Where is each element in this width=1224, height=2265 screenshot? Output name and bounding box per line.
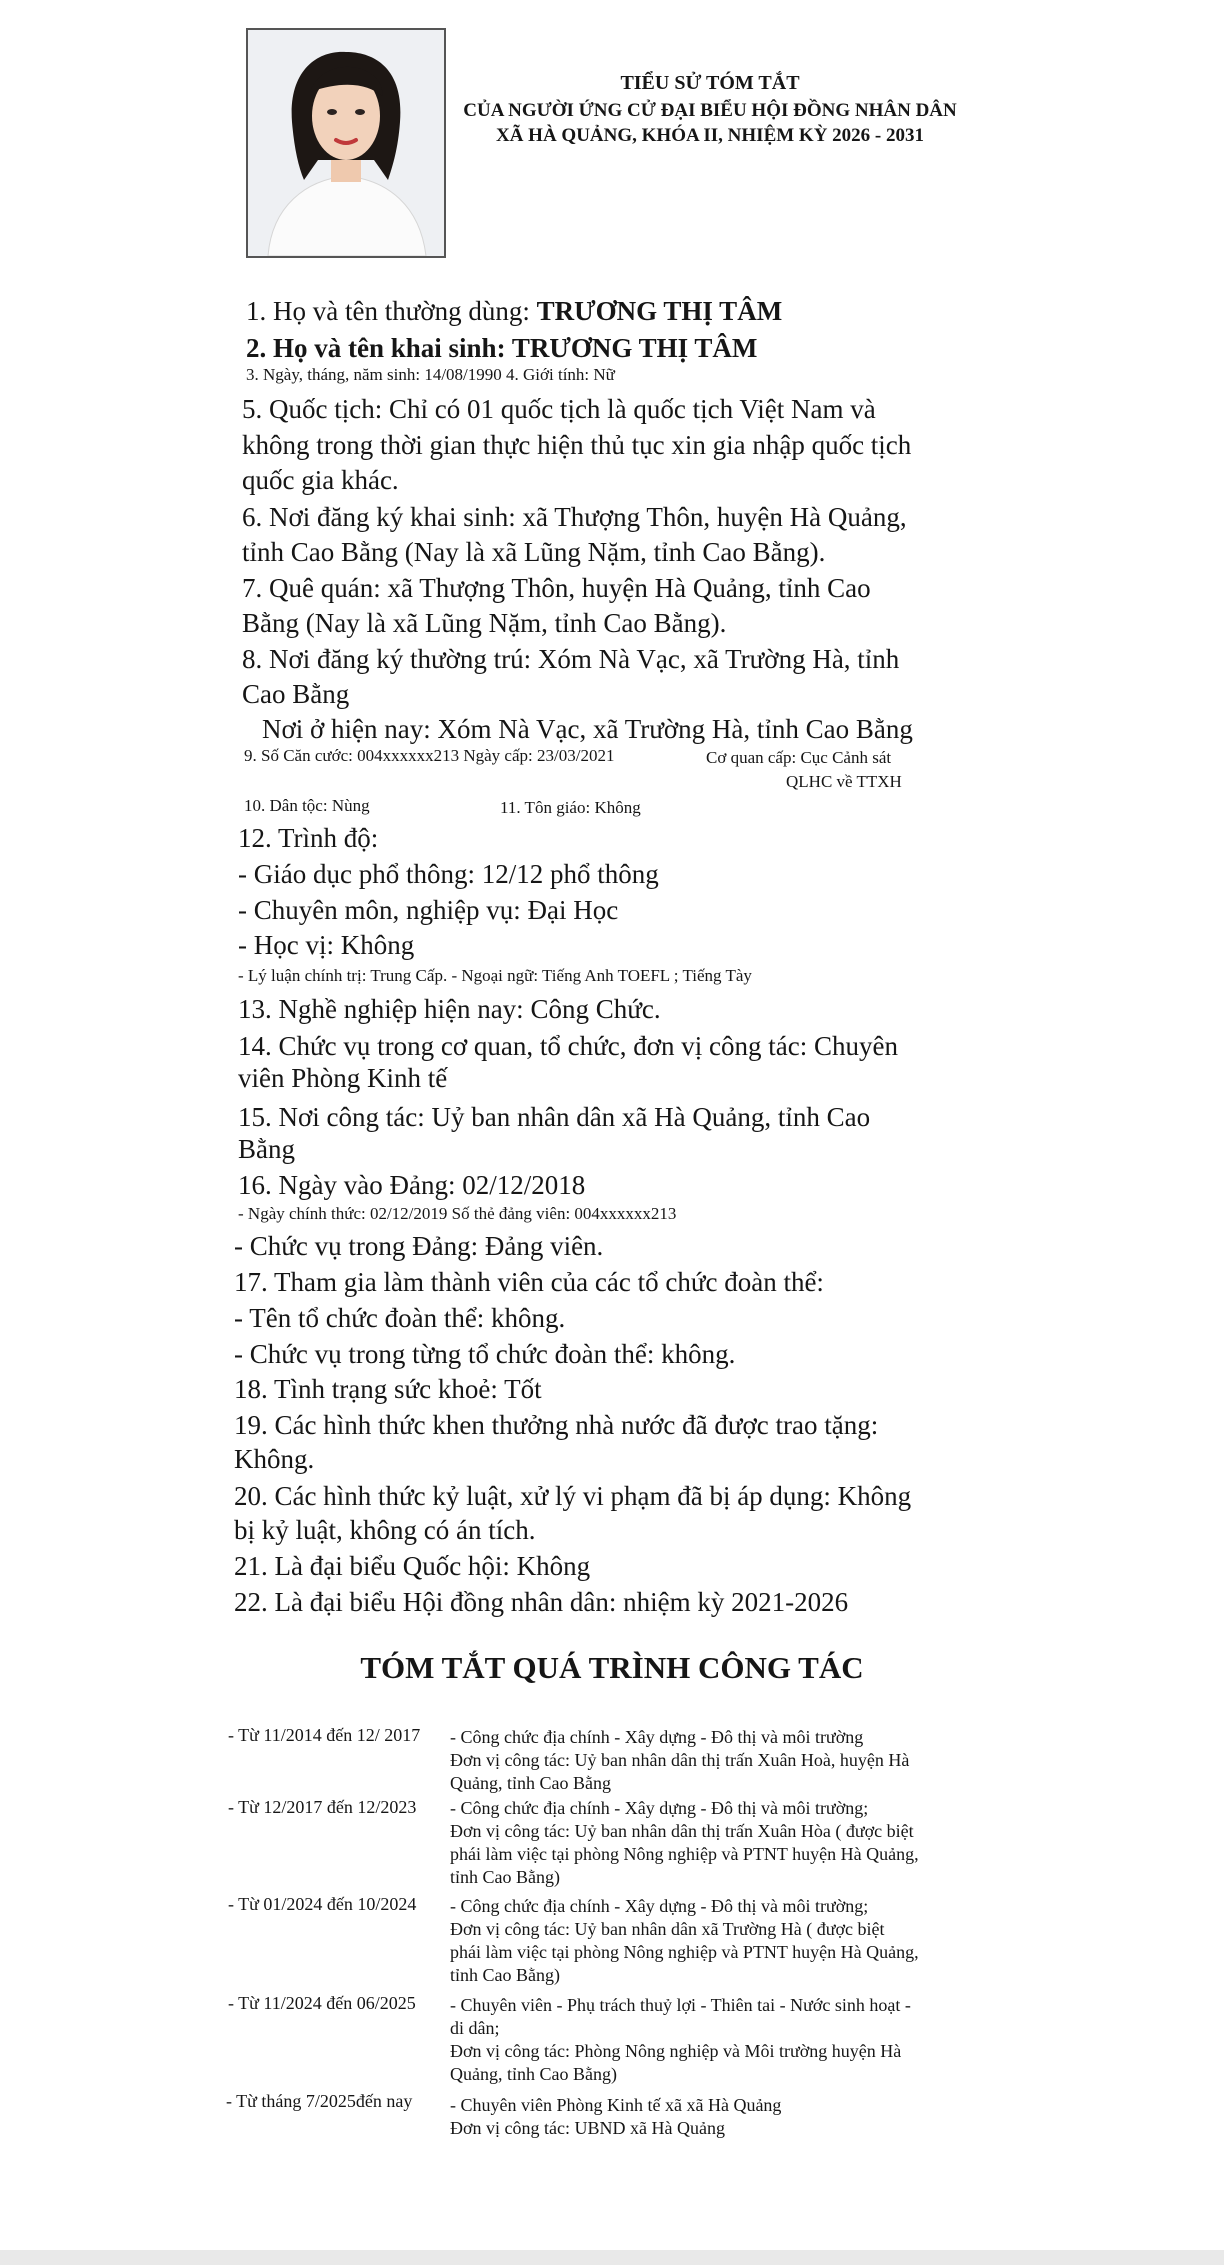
item-7-hometown-l2: Bằng (Nay là xã Lũng Nặm, tỉnh Cao Bằng). (242, 608, 727, 638)
item-3-birth-date-gender: 3. Ngày, tháng, năm sinh: 14/08/1990 4. Giới tính: Nữ (246, 365, 615, 384)
page-bottom-edge (0, 2250, 1224, 2265)
item-8-residence-l1: 8. Nơi đăng ký thường trú: Xóm Nà Vạc, xã Trường Hà, tỉnh (242, 644, 900, 674)
item-12-education: 12. Trình độ: (238, 823, 379, 853)
work-entry-2-line: tỉnh Cao Bằng) (450, 1867, 560, 1887)
item-8-residence-l2: Cao Bằng (242, 679, 350, 709)
work-entry-2-line: - Công chức địa chính - Xây dựng - Đô thị và môi trường; (450, 1798, 869, 1818)
item-2-value: TRƯƠNG THỊ TÂM (511, 333, 758, 363)
item-10-ethnicity: 10. Dân tộc: Nùng (244, 796, 370, 815)
item-22-peoples-council: 22. Là đại biểu Hội đồng nhân dân: nhiệm kỳ 2021-2026 (234, 1587, 849, 1617)
work-entry-4-line: di dân; (450, 2018, 500, 2038)
item-13-occupation: 13. Nghề nghiệp hiện nay: Công Chức. (238, 994, 661, 1024)
work-entry-3-line: Đơn vị công tác: Uỷ ban nhân dân xã Trường Hà ( được biệt (450, 1919, 885, 1939)
item-6-birth-registration-l2: tỉnh Cao Bằng (Nay là xã Lũng Nặm, tỉnh Cao Bằng). (242, 537, 826, 567)
item-9-issuing-agency-l1: Cơ quan cấp: Cục Cảnh sát (706, 748, 892, 767)
document-subtitle-2: XÃ HÀ QUẢNG, KHÓA II, NHIỆM KỲ 2026 - 2031 (495, 125, 925, 146)
work-entry-3-line: - Công chức địa chính - Xây dựng - Đô thị và môi trường; (450, 1896, 869, 1916)
work-entry-5-line: - Chuyên viên Phòng Kinh tế xã xã Hà Quảng (450, 2095, 782, 2115)
item-20-discipline-l1: 20. Các hình thức kỷ luật, xử lý vi phạm đã bị áp dụng: Không (234, 1481, 912, 1511)
item-6-birth-registration-l1: 6. Nơi đăng ký khai sinh: xã Thượng Thôn, huyện Hà Quảng, (242, 502, 907, 532)
item-5-nationality-l3: quốc gia khác. (242, 465, 399, 495)
work-entry-1-period: - Từ 11/2014 đến 12/ 2017 (228, 1725, 421, 1745)
item-2-birth-name (246, 332, 757, 364)
item-21-national-assembly: 21. Là đại biểu Quốc hội: Không (234, 1551, 591, 1581)
item-15-workplace-l2: Bằng (238, 1134, 295, 1164)
item-12-specialization: - Chuyên môn, nghiệp vụ: Đại Học (238, 895, 619, 925)
item-7-hometown-l1: 7. Quê quán: xã Thượng Thôn, huyện Hà Quảng, tỉnh Cao (242, 573, 871, 603)
item-16-party-position: - Chức vụ trong Đảng: Đảng viên. (234, 1231, 604, 1261)
work-entry-3-period: - Từ 01/2024 đến 10/2024 (228, 1894, 417, 1914)
item-2-label: 2. Họ và tên khai sinh: (246, 333, 512, 363)
work-entry-5-period: - Từ tháng 7/2025đến nay (226, 2091, 413, 2111)
item-19-awards-l1: 19. Các hình thức khen thưởng nhà nước đã được trao tặng: (234, 1410, 879, 1440)
item-20-discipline-l2: bị kỷ luật, không có án tích. (234, 1515, 536, 1545)
item-12-politics-language: - Lý luận chính trị: Trung Cấp. - Ngoại ngữ: Tiếng Anh TOEFL ; Tiếng Tày (238, 966, 752, 985)
item-8-current-address: Nơi ở hiện nay: Xóm Nà Vạc, xã Trường Hà, tỉnh Cao Bằng (262, 714, 913, 744)
work-entry-4-line: Quảng, tỉnh Cao Bằng) (450, 2064, 617, 2084)
item-14-position-l1: 14. Chức vụ trong cơ quan, tổ chức, đơn vị công tác: Chuyên (238, 1031, 898, 1061)
work-entry-4-line: - Chuyên viên - Phụ trách thuỷ lợi - Thiên tai - Nước sinh hoạt - (450, 1995, 911, 2015)
work-entry-1-line: Quảng, tỉnh Cao Bằng (450, 1773, 611, 1793)
portrait-photo (246, 28, 446, 258)
item-14-position-l2: viên Phòng Kinh tế (238, 1063, 448, 1093)
document-title: TIỂU SỬ TÓM TẮT (620, 72, 800, 94)
item-9-id-card: 9. Số Căn cước: 004xxxxxx213 Ngày cấp: 23/03/2021 (244, 746, 615, 765)
work-history-title: TÓM TẮT QUÁ TRÌNH CÔNG TÁC (360, 1650, 864, 1685)
item-17-organizations: 17. Tham gia làm thành viên của các tổ chức đoàn thể: (234, 1267, 824, 1297)
item-12-general-education: - Giáo dục phổ thông: 12/12 phổ thông (238, 859, 659, 889)
work-entry-4-line: Đơn vị công tác: Phòng Nông nghiệp và Môi trường huyện Hà (450, 2041, 902, 2061)
work-entry-4-period: - Từ 11/2024 đến 06/2025 (228, 1993, 416, 2013)
work-entry-3-line: phái làm việc tại phòng Nông nghiệp và PTNT huyện Hà Quảng, (450, 1942, 919, 1962)
item-9-issuing-agency-l2: QLHC về TTXH (786, 772, 902, 791)
work-entry-2-line: phái làm việc tại phòng Nông nghiệp và PTNT huyện Hà Quảng, (450, 1844, 919, 1864)
item-12-degree: - Học vị: Không (238, 930, 415, 960)
item-16-official-date-card: - Ngày chính thức: 02/12/2019 Số thẻ đảng viên: 004xxxxxx213 (238, 1204, 677, 1223)
item-5-nationality-l2: không trong thời gian thực hiện thủ tục xin gia nhập quốc tịch (242, 430, 912, 460)
work-entry-1-line: Đơn vị công tác: Uỷ ban nhân dân thị trấn Xuân Hoà, huyện Hà (450, 1750, 910, 1770)
item-5-nationality-l1: 5. Quốc tịch: Chỉ có 01 quốc tịch là quốc tịch Việt Nam và (242, 394, 876, 424)
document-subtitle: CỦA NGƯỜI ỨNG CỬ ĐẠI BIỂU HỘI ĐỒNG NHÂN DÂN (463, 100, 957, 121)
item-19-awards-l2: Không. (234, 1444, 315, 1474)
work-entry-5-line: Đơn vị công tác: UBND xã Hà Quảng (450, 2118, 725, 2138)
item-18-health: 18. Tình trạng sức khoẻ: Tốt (234, 1374, 542, 1404)
item-11-religion: 11. Tôn giáo: Không (500, 798, 641, 817)
item-1-common-name (246, 295, 782, 327)
work-entry-2-line: Đơn vị công tác: Uỷ ban nhân dân thị trấn Xuân Hòa ( được biệt (450, 1821, 914, 1841)
item-1-value: TRƯƠNG THỊ TÂM (536, 296, 783, 326)
item-16-party-join-date: 16. Ngày vào Đảng: 02/12/2018 (238, 1170, 586, 1200)
item-15-workplace-l1: 15. Nơi công tác: Uỷ ban nhân dân xã Hà Quảng, tỉnh Cao (238, 1102, 871, 1132)
item-1-label: 1. Họ và tên thường dùng: (246, 296, 537, 326)
work-entry-3-line: tỉnh Cao Bằng) (450, 1965, 560, 1985)
work-entry-1-line: - Công chức địa chính - Xây dựng - Đô thị và môi trường (450, 1727, 864, 1747)
work-entry-2-period: - Từ 12/2017 đến 12/2023 (228, 1797, 417, 1817)
item-17-org-position: - Chức vụ trong từng tổ chức đoàn thể: không. (234, 1339, 736, 1369)
item-17-org-name: - Tên tổ chức đoàn thể: không. (234, 1303, 566, 1333)
